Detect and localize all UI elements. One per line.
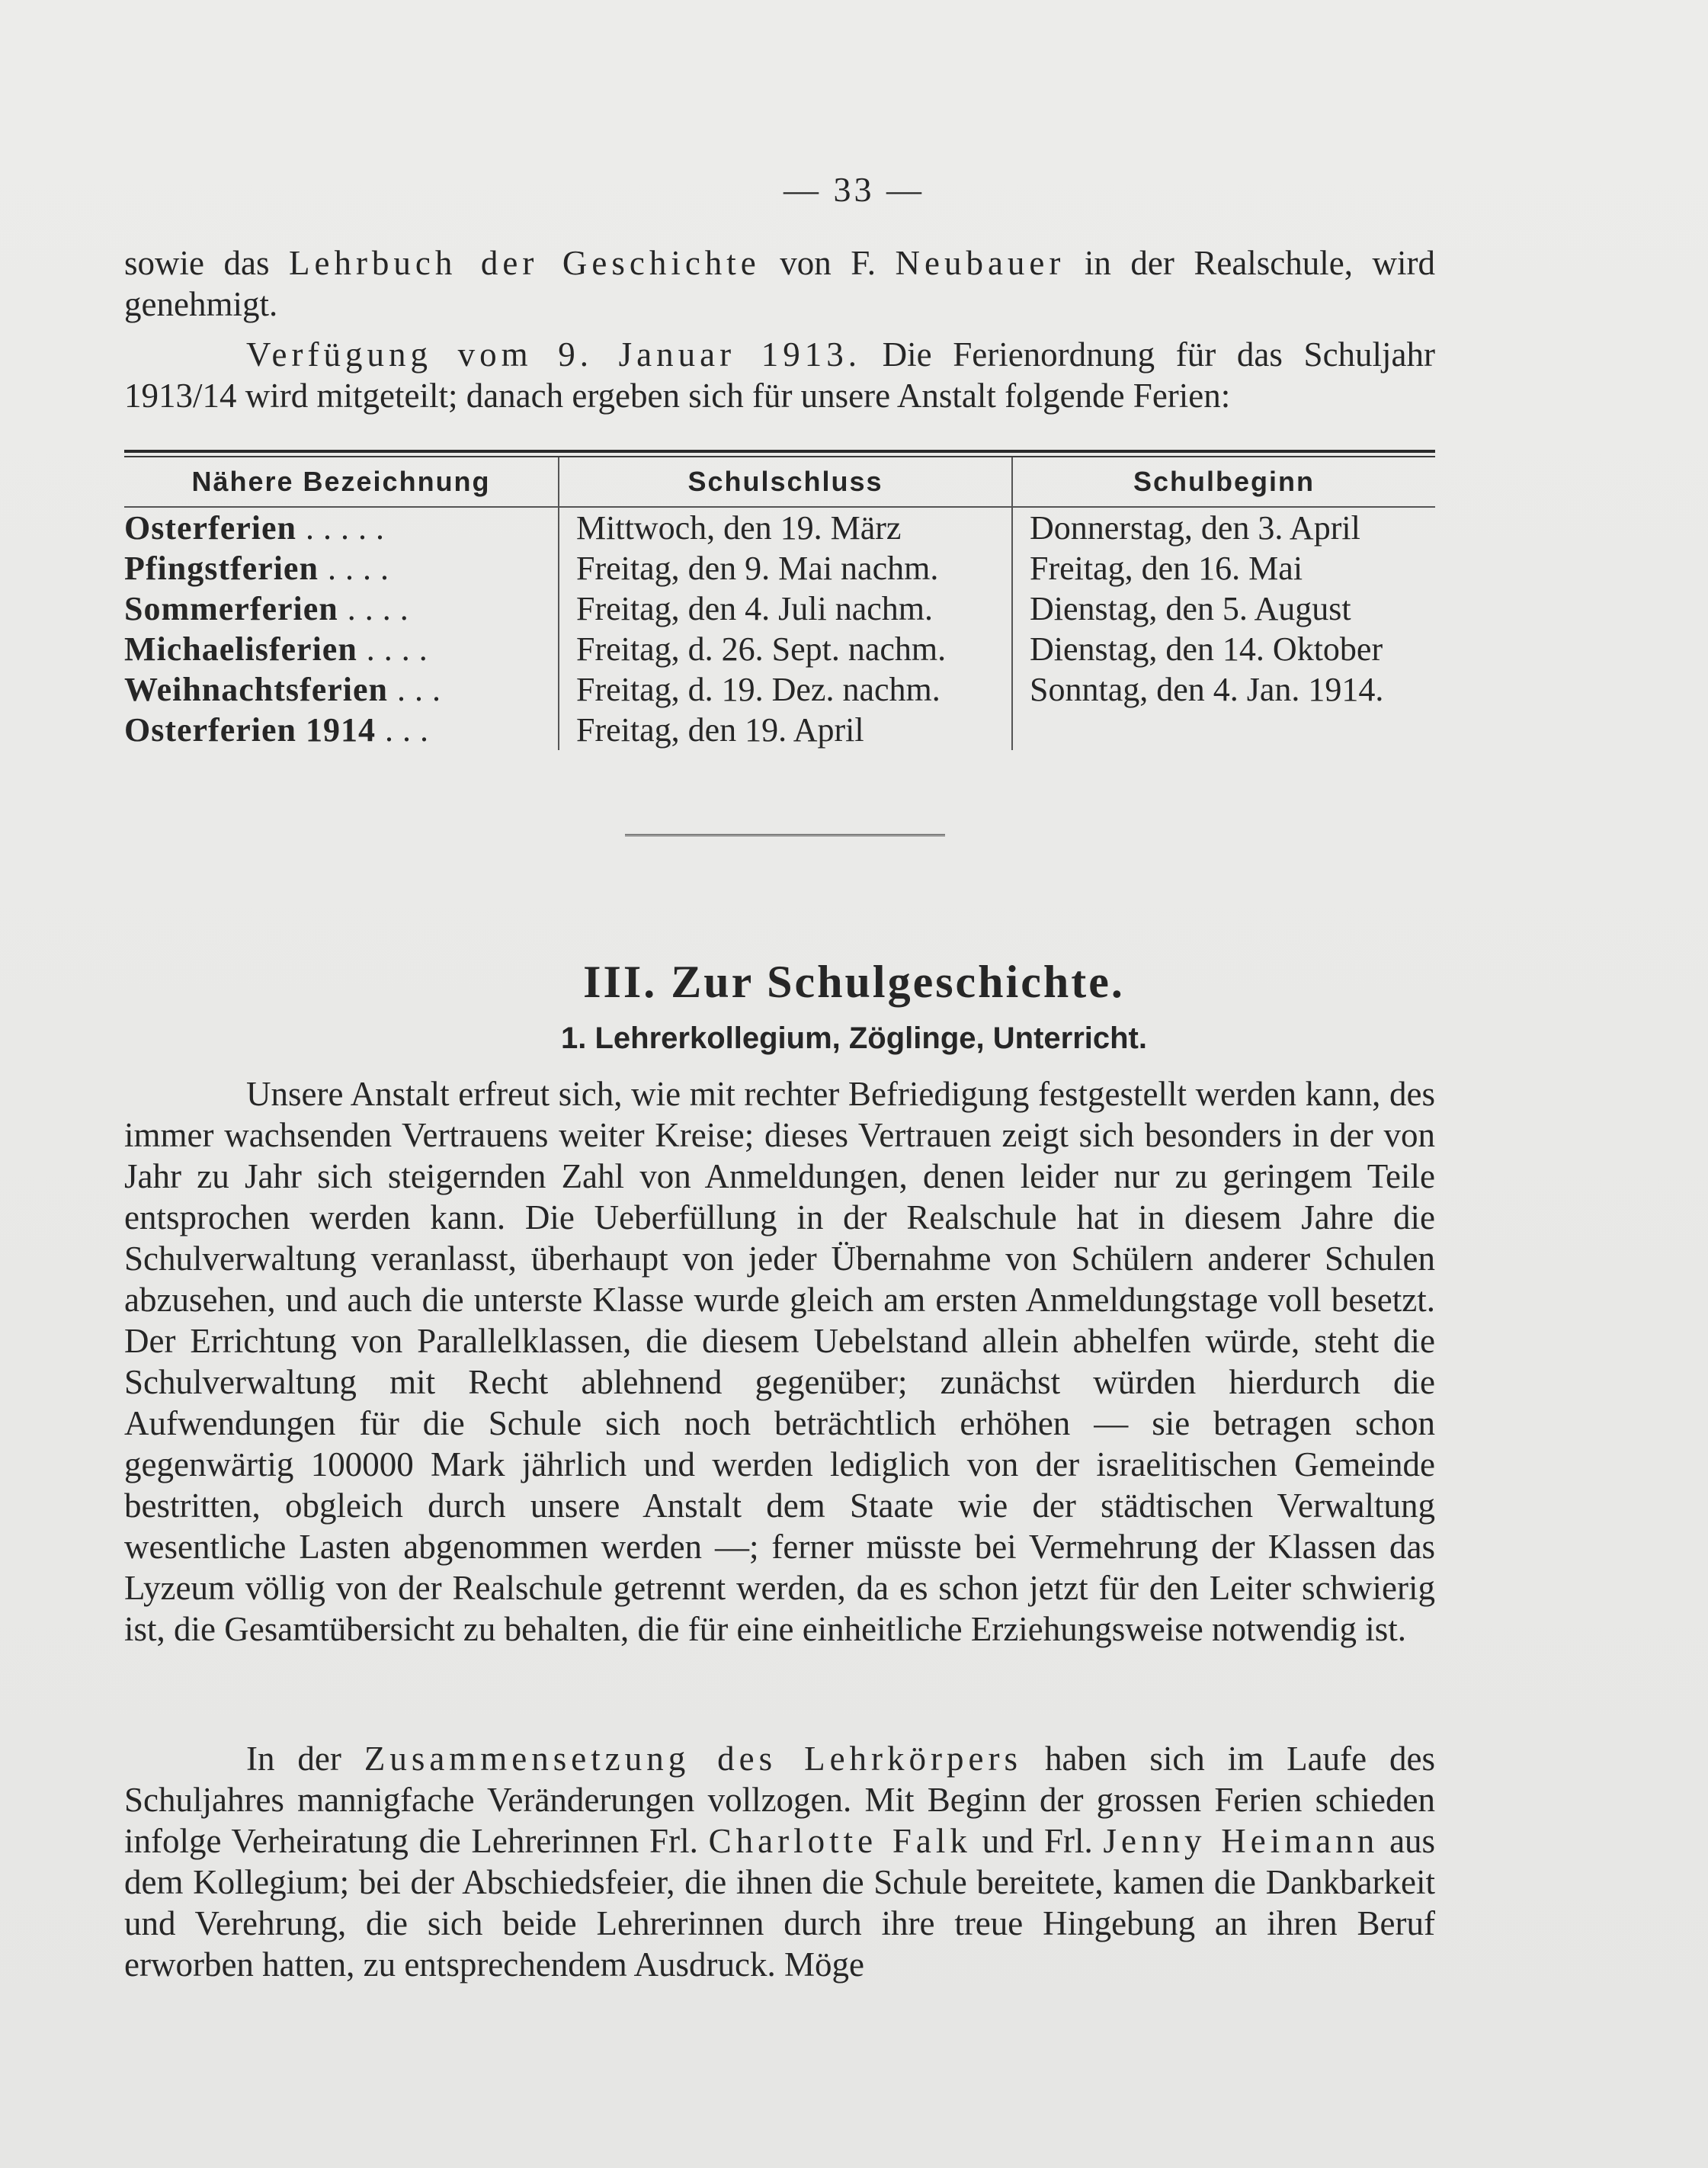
- page-number: — 33 —: [784, 170, 924, 209]
- table-top-rule: [124, 450, 1435, 453]
- intro-paragraph-2: [124, 334, 1435, 416]
- holiday-name-cell: [124, 669, 559, 710]
- school-start-cell: Freitag, den 16. Mai: [1012, 548, 1435, 589]
- body-text: In der: [246, 1740, 341, 1778]
- holiday-name: Osterferien: [124, 509, 296, 547]
- intro-text: in der Realschule, wird genehmigt.: [124, 244, 1435, 323]
- school-end-cell: Freitag, den 9. Mai nachm.: [559, 548, 1012, 589]
- teacher-name: Jenny Heimann: [1103, 1822, 1380, 1860]
- header-school-end: Schulschluss: [559, 457, 1012, 507]
- intro-text: Die Ferienordnung für das Schuljahr 1913/14 wird mitgeteilt; danach ergeben sich für unsere Anstalt folgende Ferien:: [124, 335, 1436, 415]
- section-divider: [625, 834, 945, 841]
- header-school-start: Schulbeginn: [1012, 457, 1435, 507]
- body-text: haben sich im Laufe des Schuljahres mannigfache Veränderungen vollzogen. Mit Beginn der grossen Ferien schieden infolge Verheiratung die Lehrerinnen Frl.: [124, 1740, 1436, 1860]
- holiday-name: Michaelisferien: [124, 630, 357, 668]
- leader-dots: ....: [366, 630, 437, 668]
- intro-paragraph-1: [124, 242, 1435, 325]
- intro-text: sowie das: [124, 244, 270, 282]
- school-end-cell: Freitag, den 4. Juli nachm.: [559, 589, 1012, 629]
- book-title: Lehrbuch der Geschichte: [288, 244, 761, 282]
- holiday-name: Osterferien 1914: [124, 711, 376, 749]
- school-start-cell: Dienstag, den 5. August: [1012, 589, 1435, 629]
- school-start-cell: Dienstag, den 14. Oktober: [1012, 629, 1435, 669]
- table-row: [124, 548, 1435, 589]
- teacher-name: Charlotte Falk: [708, 1822, 972, 1860]
- holiday-name: Sommerferien: [124, 590, 338, 627]
- school-start-cell: [1012, 710, 1435, 750]
- leader-dots: ....: [327, 550, 398, 587]
- decree-date: Verfügung vom 9. Januar 1913.: [246, 335, 861, 374]
- body-text: und Frl.: [982, 1822, 1093, 1860]
- leader-dots: ...: [385, 711, 437, 749]
- leader-dots: ....: [347, 590, 418, 627]
- body-text: aus dem Kollegium; bei der Abschiedsfeier, die ihnen die Schule bereitete, kamen die Dankbarkeit und Verehrung, die sich beide Lehrerinnen durch ihre treue Hingebung an ihren Beruf erworben hatten, zu entsprechendem Ausdruck. Möge: [124, 1822, 1436, 1984]
- holiday-name-cell: [124, 589, 559, 629]
- school-start-cell: Sonntag, den 4. Jan. 1914.: [1012, 669, 1435, 710]
- holiday-name: Pfingstferien: [124, 550, 319, 587]
- holiday-name-cell: [124, 507, 559, 548]
- holiday-name: Weihnachtsferien: [124, 671, 388, 708]
- holiday-name-cell: [124, 629, 559, 669]
- leader-dots: .....: [306, 509, 393, 547]
- emphasized-phrase: Zusammensetzung des Lehrkörpers: [364, 1740, 1022, 1778]
- header-designation: Nähere Bezeichnung: [124, 457, 559, 507]
- leader-dots: ...: [396, 671, 450, 708]
- school-end-cell: Mittwoch, den 19. März: [559, 507, 1012, 548]
- table-row: [124, 507, 1435, 548]
- author-name: Neubauer: [895, 244, 1065, 282]
- school-end-cell: Freitag, d. 26. Sept. nachm.: [559, 629, 1012, 669]
- section-title: III. Zur Schulgeschichte.: [583, 957, 1125, 1007]
- holiday-table: [124, 457, 1435, 750]
- intro-text: von F.: [780, 244, 876, 282]
- table-row: [124, 629, 1435, 669]
- body-paragraph-1: Unsere Anstalt erfreut sich, wie mit rechter Befriedigung festgestellt werden kann, des immer wachsenden Vertrauens weiter Kreise; dieses Vertrauen zeigt sich besonders in der von Jahr zu Jahr sich steigernden Zahl von Anmeldungen, denen leider nur zu geringem Teile entsprochen werden kann. Die Ueberfüllung in der Realschule hat in diesem Jahre die Schulverwaltung veranlasst, überhaupt von jeder Übernahme von Schülern anderer Schulen abzusehen, und auch die unterste Klasse wurde gleich am ersten Anmeldungstage voll besetzt. Der Errichtung von Parallelklassen, die diesem Uebelstand allein abhelfen würde, steht die Schulverwaltung mit Recht ablehnend gegenüber; zunächst würden hierdurch die Aufwendungen für die Schule sich noch beträchtlich erhöhen — sie betragen schon gegenwärtig 100000 Mark jährlich und werden lediglich von der israelitischen Gemeinde bestritten, obgleich durch unsere Anstalt dem Staate wie der städtischen Verwaltung wesentliche Lasten abgenommen werden —; ferner müsste bei Vermehrung der Klassen das Lyzeum völlig von der Realschule getrennt werden, da es schon jetzt für den Leiter schwierig ist, die Gesamtübersicht zu behalten, die für eine einheitliche Erziehungsweise notwendig ist.: [124, 1075, 1435, 1648]
- holiday-name-cell: [124, 548, 559, 589]
- table-header-row: [124, 457, 1435, 507]
- table-row: [124, 669, 1435, 710]
- school-end-cell: Freitag, den 19. April: [559, 710, 1012, 750]
- table-row: [124, 589, 1435, 629]
- holiday-table-block: [124, 450, 1435, 750]
- body-paragraph-2: [124, 1738, 1435, 1985]
- school-start-cell: Donnerstag, den 3. April: [1012, 507, 1435, 548]
- school-end-cell: Freitag, d. 19. Dez. nachm.: [559, 669, 1012, 710]
- table-row: [124, 710, 1435, 750]
- subsection-title: 1. Lehrerkollegium, Zöglinge, Unterricht.: [560, 1021, 1147, 1055]
- holiday-name-cell: [124, 710, 559, 750]
